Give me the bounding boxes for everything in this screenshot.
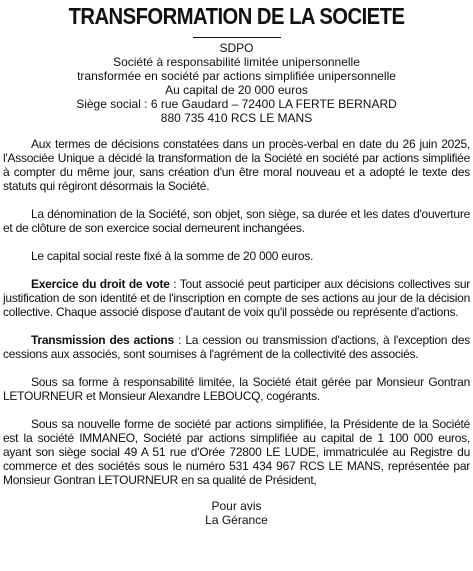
closing-pour-avis: Pour avis <box>211 499 262 513</box>
closing-signatory: La Gérance <box>205 513 268 527</box>
paragraph-text: Sous sa forme à responsabilité limitée, la Société était gérée par Monsieur Gontran LETOURNEUR et Monsieur Alexandre LEBOUCQ, cogérants. <box>3 375 470 403</box>
paragraph-unchanged-items <box>3 207 470 235</box>
company-registration: 880 735 410 RCS LE MANS <box>160 111 313 125</box>
paragraph-lead-voting: Exercice du droit de vote <box>31 277 170 291</box>
paragraph-text: La dénomination de la Société, son objet, son siège, sa durée et les dates d'ouverture et de clôture de son exercice social demeurent inchangées. <box>3 207 470 235</box>
paragraph-lead-transfer: Transmission des actions <box>31 333 174 347</box>
notice-body <box>3 137 470 487</box>
notice-title: TRANSFORMATION DE LA SOCIETE <box>68 3 405 29</box>
company-capital: Au capital de 20 000 euros <box>165 83 308 97</box>
company-header <box>3 41 470 125</box>
paragraph-text: : Tout associé peut participer aux décisions collectives sur justification de son identité et de l'inscription en compte de ses actions au jour de la décision collective. Chaque associé dispose d'autant de voix qu'il possède ou représente d'actions. <box>3 277 470 319</box>
company-address: Siège social : 6 rue Gaudard – 72400 LA FERTE BERNARD <box>76 97 397 111</box>
company-name: SDPO <box>219 41 254 55</box>
company-new-form: transformée en société par actions simplifiée unipersonnelle <box>77 69 396 83</box>
title-divider <box>193 37 281 38</box>
paragraph-capital <box>3 249 470 263</box>
paragraph-decisions <box>3 137 470 193</box>
closing-signature <box>3 499 470 527</box>
company-legal-form: Société à responsabilité limitée unipersonnelle <box>113 55 360 69</box>
paragraph-text: Le capital social reste fixé à la somme de 20 000 euros. <box>31 249 314 263</box>
paragraph-share-transfer <box>3 333 470 361</box>
paragraph-new-president <box>3 417 470 487</box>
paragraph-text: Sous sa nouvelle forme de société par actions simplifiée, la Présidente de la Société est la société IMMANEO, Société par actions simplifiée au capital de 1 100 000 euros, ayant son siège social 49 A 51 rue d'Orée 72800 LE LUDE, immatriculée au Registre du commerce et des sociétés sous le numéro 531 434 967 RCS LE MANS, représentée par Monsieur Gontran LETOURNEUR en sa qualité de Président, <box>3 417 470 487</box>
paragraph-text: : La cession ou transmission d'actions, à l'exception des cessions aux associés, sont soumises à l'agrément de la collectivité des associés. <box>3 333 470 361</box>
paragraph-voting-rights <box>3 277 470 319</box>
paragraph-text: Aux termes de décisions constatées dans un procès-verbal en date du 26 juin 2025, l'Associée Unique a décidé la transformation de la Société en société par actions simplifiée à compter du même jour, sans création d'un être moral nouveau et a adopté le texte des statuts qui régiront désormais la Société. <box>3 137 470 193</box>
paragraph-former-management <box>3 375 470 403</box>
